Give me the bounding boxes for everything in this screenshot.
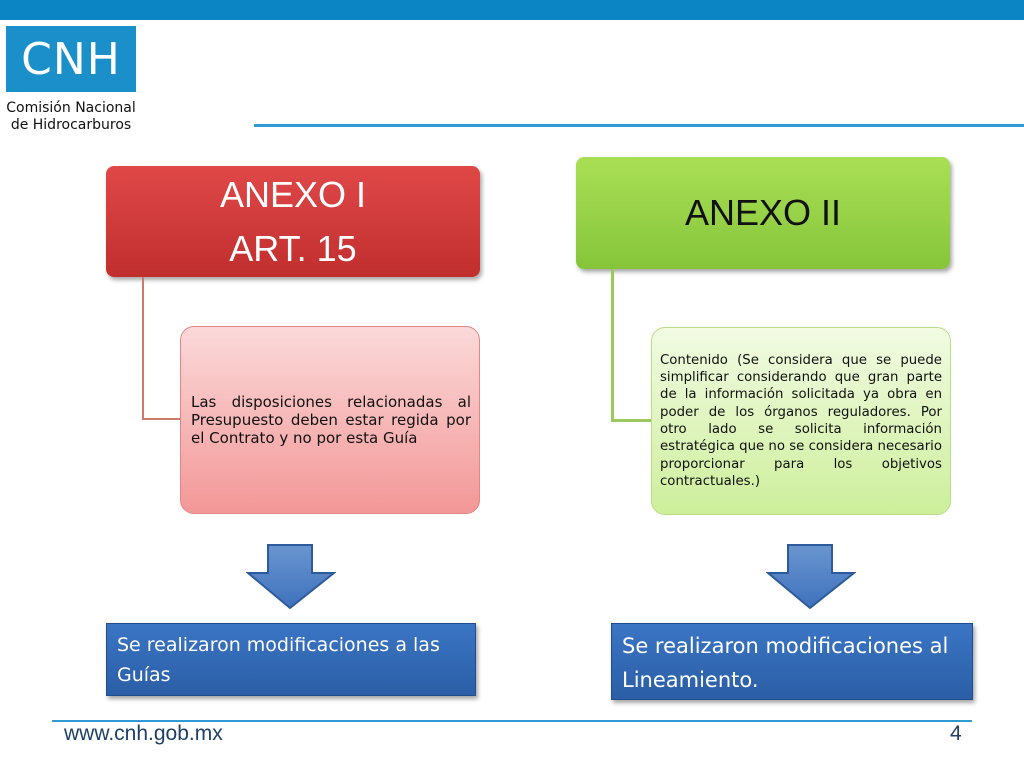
- down-arrow-icon: [766, 544, 856, 610]
- anexo-ii-connector-vertical: [611, 269, 614, 422]
- anexo-ii-result-note: [611, 623, 973, 700]
- anexo-ii-title: ANEXO II: [684, 192, 842, 233]
- logo-abbreviation: CNH: [21, 33, 121, 85]
- anexo-i-connector-vertical: [142, 277, 144, 420]
- anexo-i-description-text: Las disposiciones relacionadas al Presupuesto deben estar regida por el Contrato y no por esta Guía: [191, 393, 471, 447]
- top-bar: [0, 0, 1024, 20]
- down-arrow-icon: [246, 544, 336, 610]
- logo-organization-name: [6, 100, 136, 134]
- logo-name-line1: Comisión Nacional: [6, 100, 136, 116]
- anexo-ii-header: [576, 157, 950, 269]
- anexo-i-description: [180, 326, 480, 514]
- cnh-logo: [6, 26, 136, 92]
- anexo-ii-result-text: Se realizaron modificaciones al Lineamiento.: [622, 634, 949, 692]
- anexo-i-result-text: Se realizaron modificaciones a las Guías: [117, 634, 440, 686]
- header-divider: [254, 124, 1024, 127]
- footer-website-link[interactable]: www.cnh.gob.mx: [64, 722, 223, 745]
- logo-name-line2: de Hidrocarburos: [10, 117, 132, 133]
- anexo-ii-connector-horizontal: [611, 419, 652, 422]
- anexo-i-article: ART. 15: [229, 228, 357, 269]
- anexo-ii-description-text: Contenido (Se considera que se puede simplificar considerando que gran parte de la información solicitada ya obra en poder de los órganos reguladores. Por otro lado se solicita información estratégica que no se considera necesario proporcionar para los objetivos contractuales.): [660, 352, 942, 489]
- anexo-i-title: ANEXO I: [219, 174, 367, 215]
- anexo-i-connector-horizontal: [142, 418, 182, 420]
- slide-number: 4: [950, 722, 962, 745]
- anexo-ii-description: [651, 327, 951, 515]
- anexo-i-header: [106, 166, 480, 277]
- anexo-i-result-note: [106, 623, 476, 696]
